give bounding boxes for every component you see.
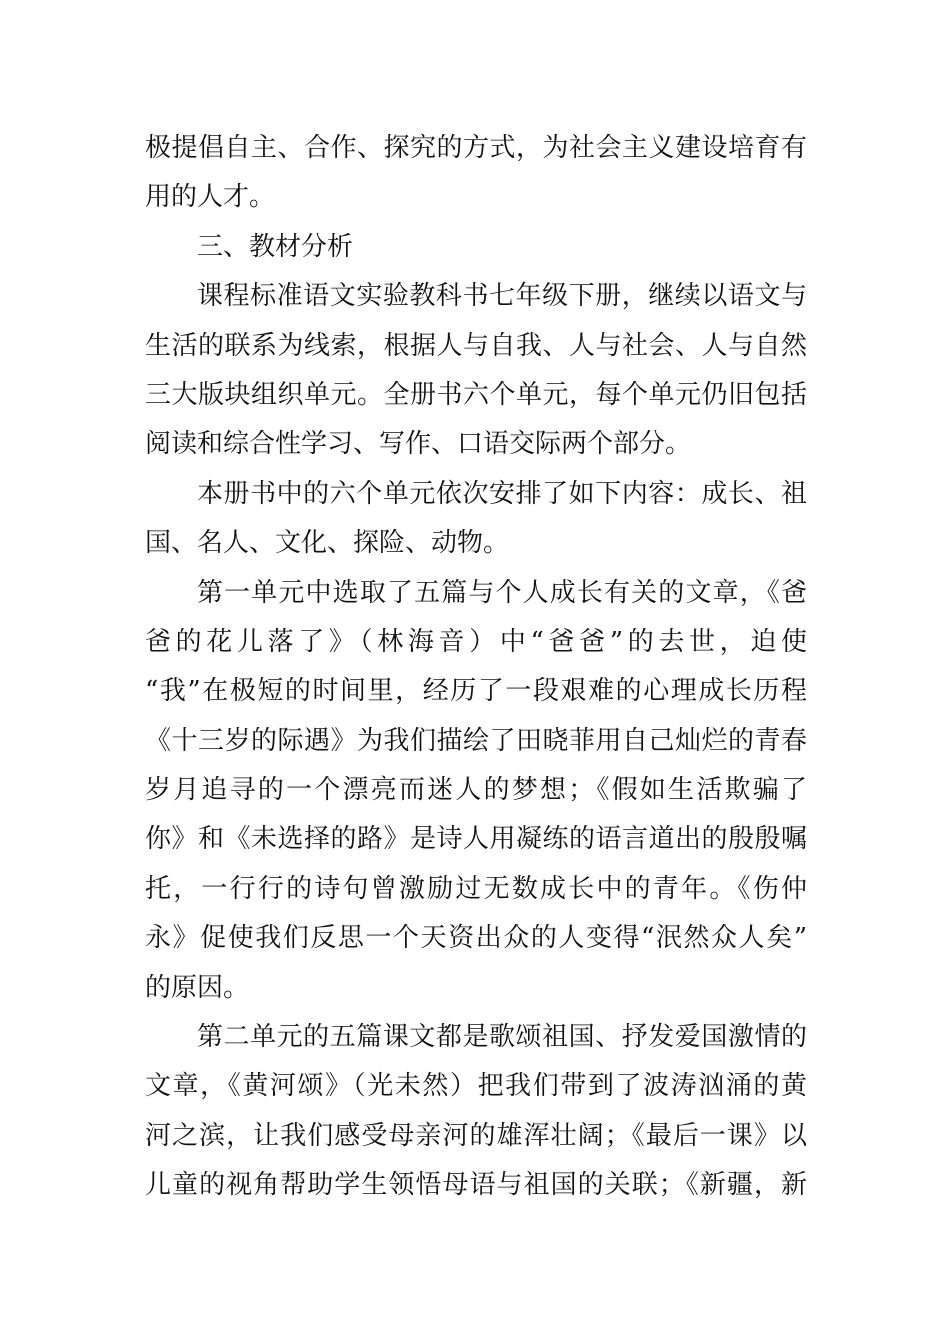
text-line: 国、名人、文化、探险、动物。 [145, 528, 510, 559]
text-line: 爸的花儿落了》（林海音）中“爸爸”的去世，迫使 [145, 626, 807, 657]
document-body [145, 124, 807, 1211]
text-line: 永》促使我们反思一个天资出众的人变得“泯然众人矣” [145, 923, 807, 954]
text-line: 第二单元的五篇课文都是歌颂祖国、抒发爱国激情的 [197, 1022, 807, 1053]
text-line: 阅读和综合性学习、写作、口语交际两个部分。 [145, 429, 692, 460]
text-line: 的原因。 [145, 972, 250, 1003]
text-line: 三、教材分析 [197, 231, 354, 262]
text-line: 生活的联系为线索，根据人与自我、人与社会、人与自然 [145, 330, 807, 361]
text-line: 岁月追寻的一个漂亮而迷人的梦想；《假如生活欺骗了 [145, 775, 807, 806]
text-line: 你》和《未选择的路》是诗人用凝练的语言道出的殷殷嘱 [145, 824, 807, 855]
text-line: 河之滨，让我们感受母亲河的雄浑壮阔；《最后一课》以 [145, 1120, 807, 1151]
text-line: 《十三岁的际遇》为我们描绘了田晓菲用自己灿烂的青春 [145, 725, 807, 756]
text-line: 文章，《黄河颂》（光未然）把我们带到了波涛汹涌的黄 [145, 1071, 807, 1102]
text-line: “我”在极短的时间里，经历了一段艰难的心理成长历程 [145, 676, 807, 707]
text-line: 极提倡自主、合作、探究的方式，为社会主义建设培育有 [145, 133, 807, 163]
text-line: 用的人才。 [145, 182, 276, 213]
text-line: 儿童的视角帮助学生领悟母语与祖国的关联；《新疆，新 [145, 1170, 807, 1201]
text-line: 课程标准语文实验教科书七年级下册，继续以语文与 [197, 281, 807, 312]
text-line: 托，一行行的诗句曾激励过无数成长中的青年。《伤仲 [145, 873, 807, 904]
text-line: 三大版块组织单元。全册书六个单元，每个单元仍旧包括 [145, 379, 807, 410]
text-line: 第一单元中选取了五篇与个人成长有关的文章，《爸 [197, 577, 807, 608]
text-line: 本册书中的六个单元依次安排了如下内容：成长、祖 [197, 478, 807, 509]
